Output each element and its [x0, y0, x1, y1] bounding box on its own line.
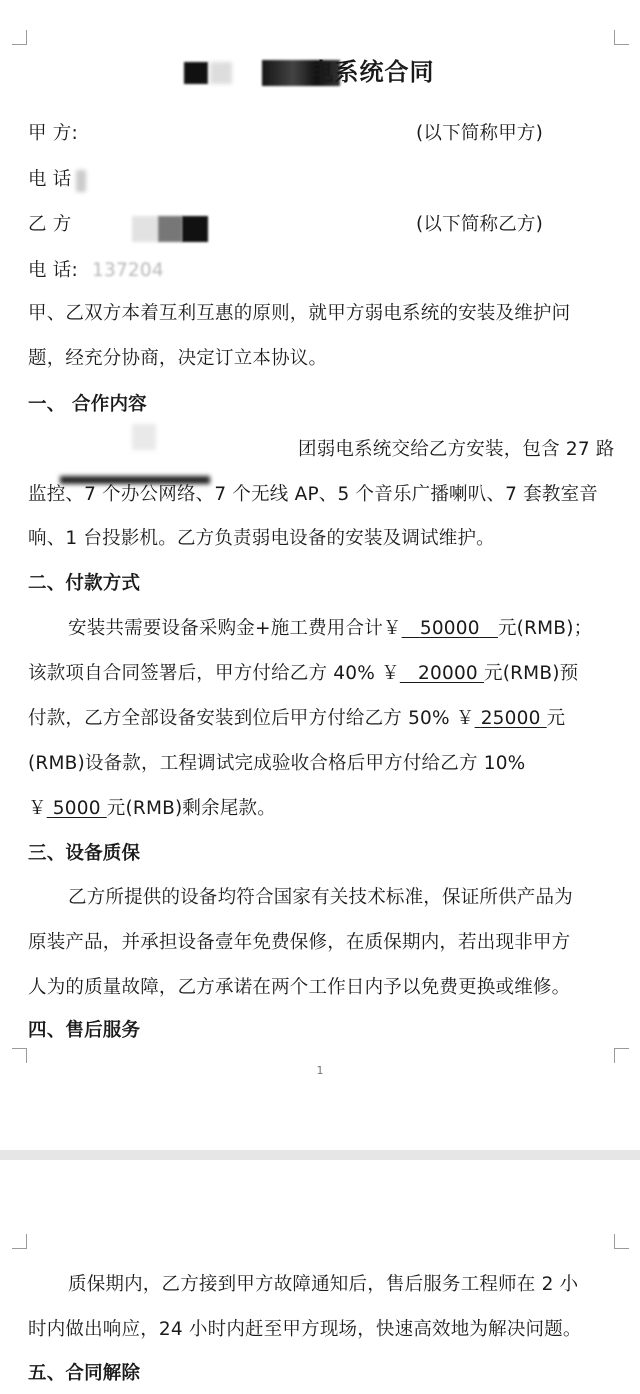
- payment-line: [28, 795, 618, 823]
- intro-line: 题，经充分协商，决定订立本协议。: [28, 348, 328, 369]
- margin-corner-mark: [12, 30, 27, 45]
- payment-text: 元(RMB)预: [484, 663, 579, 684]
- payment-line: [28, 615, 640, 643]
- phone-b-value: 137204: [92, 260, 164, 281]
- payment-text: 元(RMB)剩余尾款。: [106, 798, 276, 819]
- intro-line: 甲、乙双方本着互利互惠的原则，就甲方弱电系统的安装及维护问: [28, 303, 571, 324]
- payment-line: (RMB)设备款，工程调试完成验收合格后甲方付给乙方 10%: [28, 753, 526, 774]
- phone-a-line: [28, 166, 618, 194]
- section1-text-line: 响、1 台投影机。乙方负责弱电设备的安装及调试维护。: [28, 528, 495, 549]
- payment-text: 元: [546, 708, 566, 729]
- payment-line: [28, 705, 618, 733]
- payment-text: 该款项自合同签署后，甲方付给乙方 40% ￥: [28, 663, 400, 684]
- total-amount: 50000: [419, 618, 480, 639]
- redaction-block: [76, 170, 86, 192]
- balance-amount: 5000: [52, 798, 101, 819]
- section1-text-line: 团弱电系统交给乙方安装，包含 27 路: [298, 439, 615, 460]
- redaction-block: [132, 216, 158, 242]
- party-b-note: (以下简称乙方): [416, 214, 544, 235]
- phone-b-line: [28, 257, 618, 285]
- redaction-block: [158, 216, 182, 242]
- section-heading: 一、 合作内容: [28, 394, 147, 415]
- section-heading: 三、设备质保: [28, 843, 141, 864]
- section-heading: 四、售后服务: [28, 1020, 141, 1041]
- section3-text-line: 人为的质量故障，乙方承诺在两个工作日内予以免费更换或维修。: [28, 977, 571, 998]
- party-b-label: 乙 方: [28, 214, 72, 235]
- section-heading: 二、付款方式: [28, 573, 141, 594]
- document-page-2: [0, 1160, 640, 1394]
- deposit-amount: 20000: [418, 663, 478, 684]
- margin-corner-mark: [12, 1048, 27, 1063]
- margin-corner-mark: [614, 1234, 629, 1249]
- phone-b-label: 电 话:: [28, 260, 78, 281]
- party-a-line: [28, 120, 618, 148]
- section3-text-line: 原装产品，并承担设备壹年免费保修，在质保期内，若出现非甲方: [28, 932, 571, 953]
- margin-corner-mark: [614, 30, 629, 45]
- section3-text-line: 乙方所提供的设备均符合国家有关技术标准，保证所供产品为: [68, 887, 573, 908]
- equipment-amount: 25000: [480, 708, 541, 729]
- payment-text: ￥: [28, 798, 47, 819]
- page-number: 1: [316, 1064, 324, 1077]
- margin-corner-mark: [12, 1234, 27, 1249]
- section1-text-line: 监控、7 个办公网络、7 个无线 AP、5 个音乐广播喇叭、7 套教室音: [28, 484, 598, 505]
- redaction-block: [132, 424, 156, 450]
- payment-line: [28, 660, 618, 688]
- contract-title: 电系统合同: [309, 58, 435, 86]
- section4-text-line: 时内做出响应，24 小时内赶至甲方现场，快速高效地为解决问题。: [28, 1319, 582, 1340]
- payment-text: 安装共需要设备采购金+施工费用合计￥: [68, 618, 402, 639]
- payment-text: 付款，乙方全部设备安装到位后甲方付给乙方 50% ￥: [28, 708, 475, 729]
- payment-text: 元(RMB)；: [497, 618, 593, 639]
- redaction-block: [182, 216, 208, 242]
- party-a-note: (以下简称甲方): [416, 123, 544, 144]
- party-a-label: 甲 方:: [28, 123, 78, 144]
- section-heading: 五、合同解除: [28, 1363, 141, 1384]
- margin-corner-mark: [614, 1048, 629, 1063]
- phone-a-label: 电 话: [28, 169, 72, 190]
- section4-text-line: 质保期内，乙方接到甲方故障通知后，售后服务工程师在 2 小: [68, 1274, 579, 1295]
- party-b-line: [28, 211, 618, 239]
